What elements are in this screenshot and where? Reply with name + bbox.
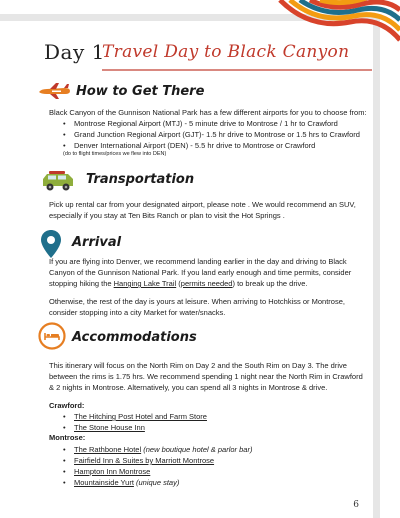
list-item [63,477,363,488]
title-underline [102,69,372,71]
crawford-label: Crawford: [49,401,85,410]
page-number: 6 [353,500,359,510]
stone-house-inn-link[interactable]: The Stone House Inn [74,423,145,432]
section-heading-accommodations: Accommodations [72,330,197,345]
section-heading-arrival: Arrival [72,235,122,250]
list-item [63,455,363,466]
lodging-note: (unique stay) [133,478,180,487]
rathbone-hotel-link[interactable]: The Rathbone Hotel [74,445,142,454]
airplane-icon [37,82,71,100]
list-item: • Denver International Airport (DEN) - 5.5 hr drive to Montrose or Crawford [63,140,363,151]
transportation-line-1: Pick up rental car from your designated airport, please note . We would recommend an SUV, [49,200,356,209]
hampton-inn-link[interactable]: Hampton Inn Montrose [74,467,151,476]
page-header [44,40,364,80]
page-title: Travel Day to Black Canyon [102,42,350,62]
fairfield-inn-link[interactable]: Fairfield Inn & Suites by Marriott Montrose [74,456,215,465]
crawford-lodging-list [63,411,363,433]
accommodations-line-1: This itinerary will focus on the North Rim on Day 2 and the South Rim on Day 3. The drive [49,361,347,370]
montrose-label: Montrose: [49,433,86,442]
list-item [63,444,363,455]
section-heading-get-there: How to Get There [76,84,205,99]
arrival-p1-line-3 [49,278,369,289]
arrival-text: stopping hiking the [49,279,114,288]
list-item: • Grand Junction Regional Airport (GJT)- 1.5 hr drive to Montrose or 1.5 hrs to Crawford [63,129,363,140]
montrose-lodging-list [63,444,363,488]
permits-needed-link[interactable]: permits needed [180,279,233,288]
list-item [63,422,363,433]
list-item: • Montrose Regional Airport (MTJ) - 5 minute drive to Montrose / 1 hr to Crawford [63,118,363,129]
arrival-p1-line-2: Canyon of the Gunnison National Park. If you land early enough and time permits, consider [49,268,352,277]
list-item [63,466,363,477]
day-label: Day 1 [44,40,105,64]
location-pin-icon [40,229,62,259]
arrival-text: ) to break up the drive. [232,279,308,288]
section-heading-transportation: Transportation [86,172,195,187]
hanging-lake-trail-link[interactable]: Hanging Lake Trail [113,279,177,288]
arrival-p1-line-1: If you are flying into Denver, we recommend landing earlier in the day and driving to Black [49,257,347,266]
accommodations-line-3: & 2 nights in Montrose. Alternatively, you can spend all 3 nights in Montrose & drive. [49,383,328,392]
mountainside-yurt-link[interactable]: Mountainside Yurt [74,478,134,487]
car-icon [40,168,76,192]
get-there-intro: Black Canyon of the Gunnison National Park has a few different airports for you to choose from: [49,108,367,117]
list-item [63,411,363,422]
airport-list [63,118,363,151]
flight-note: (do to flight times/prices we flew into DEN) [63,151,167,157]
lodging-note: (new boutique hotel & parlor bar) [141,445,253,454]
hitching-post-link[interactable]: The Hitching Post Hotel and Farm Store [74,412,207,421]
arrival-p2-line-1: Otherwise, the rest of the day is yours at leisure. When arriving to Hotchkiss or Montrose, [49,297,345,306]
transportation-line-2: especially if you stay at Ten Bits Ranch or plan to visit the Hot Springs . [49,211,285,220]
accommodations-line-2: between the rims is 1.75 hrs. We recommend spending 1 night near the North Rim in Crawford [49,372,363,381]
arrival-p2-line-2: consider stopping into a city Market for water/snacks. [49,308,226,317]
bed-icon [38,322,66,350]
arrival-text: ( [176,279,181,288]
